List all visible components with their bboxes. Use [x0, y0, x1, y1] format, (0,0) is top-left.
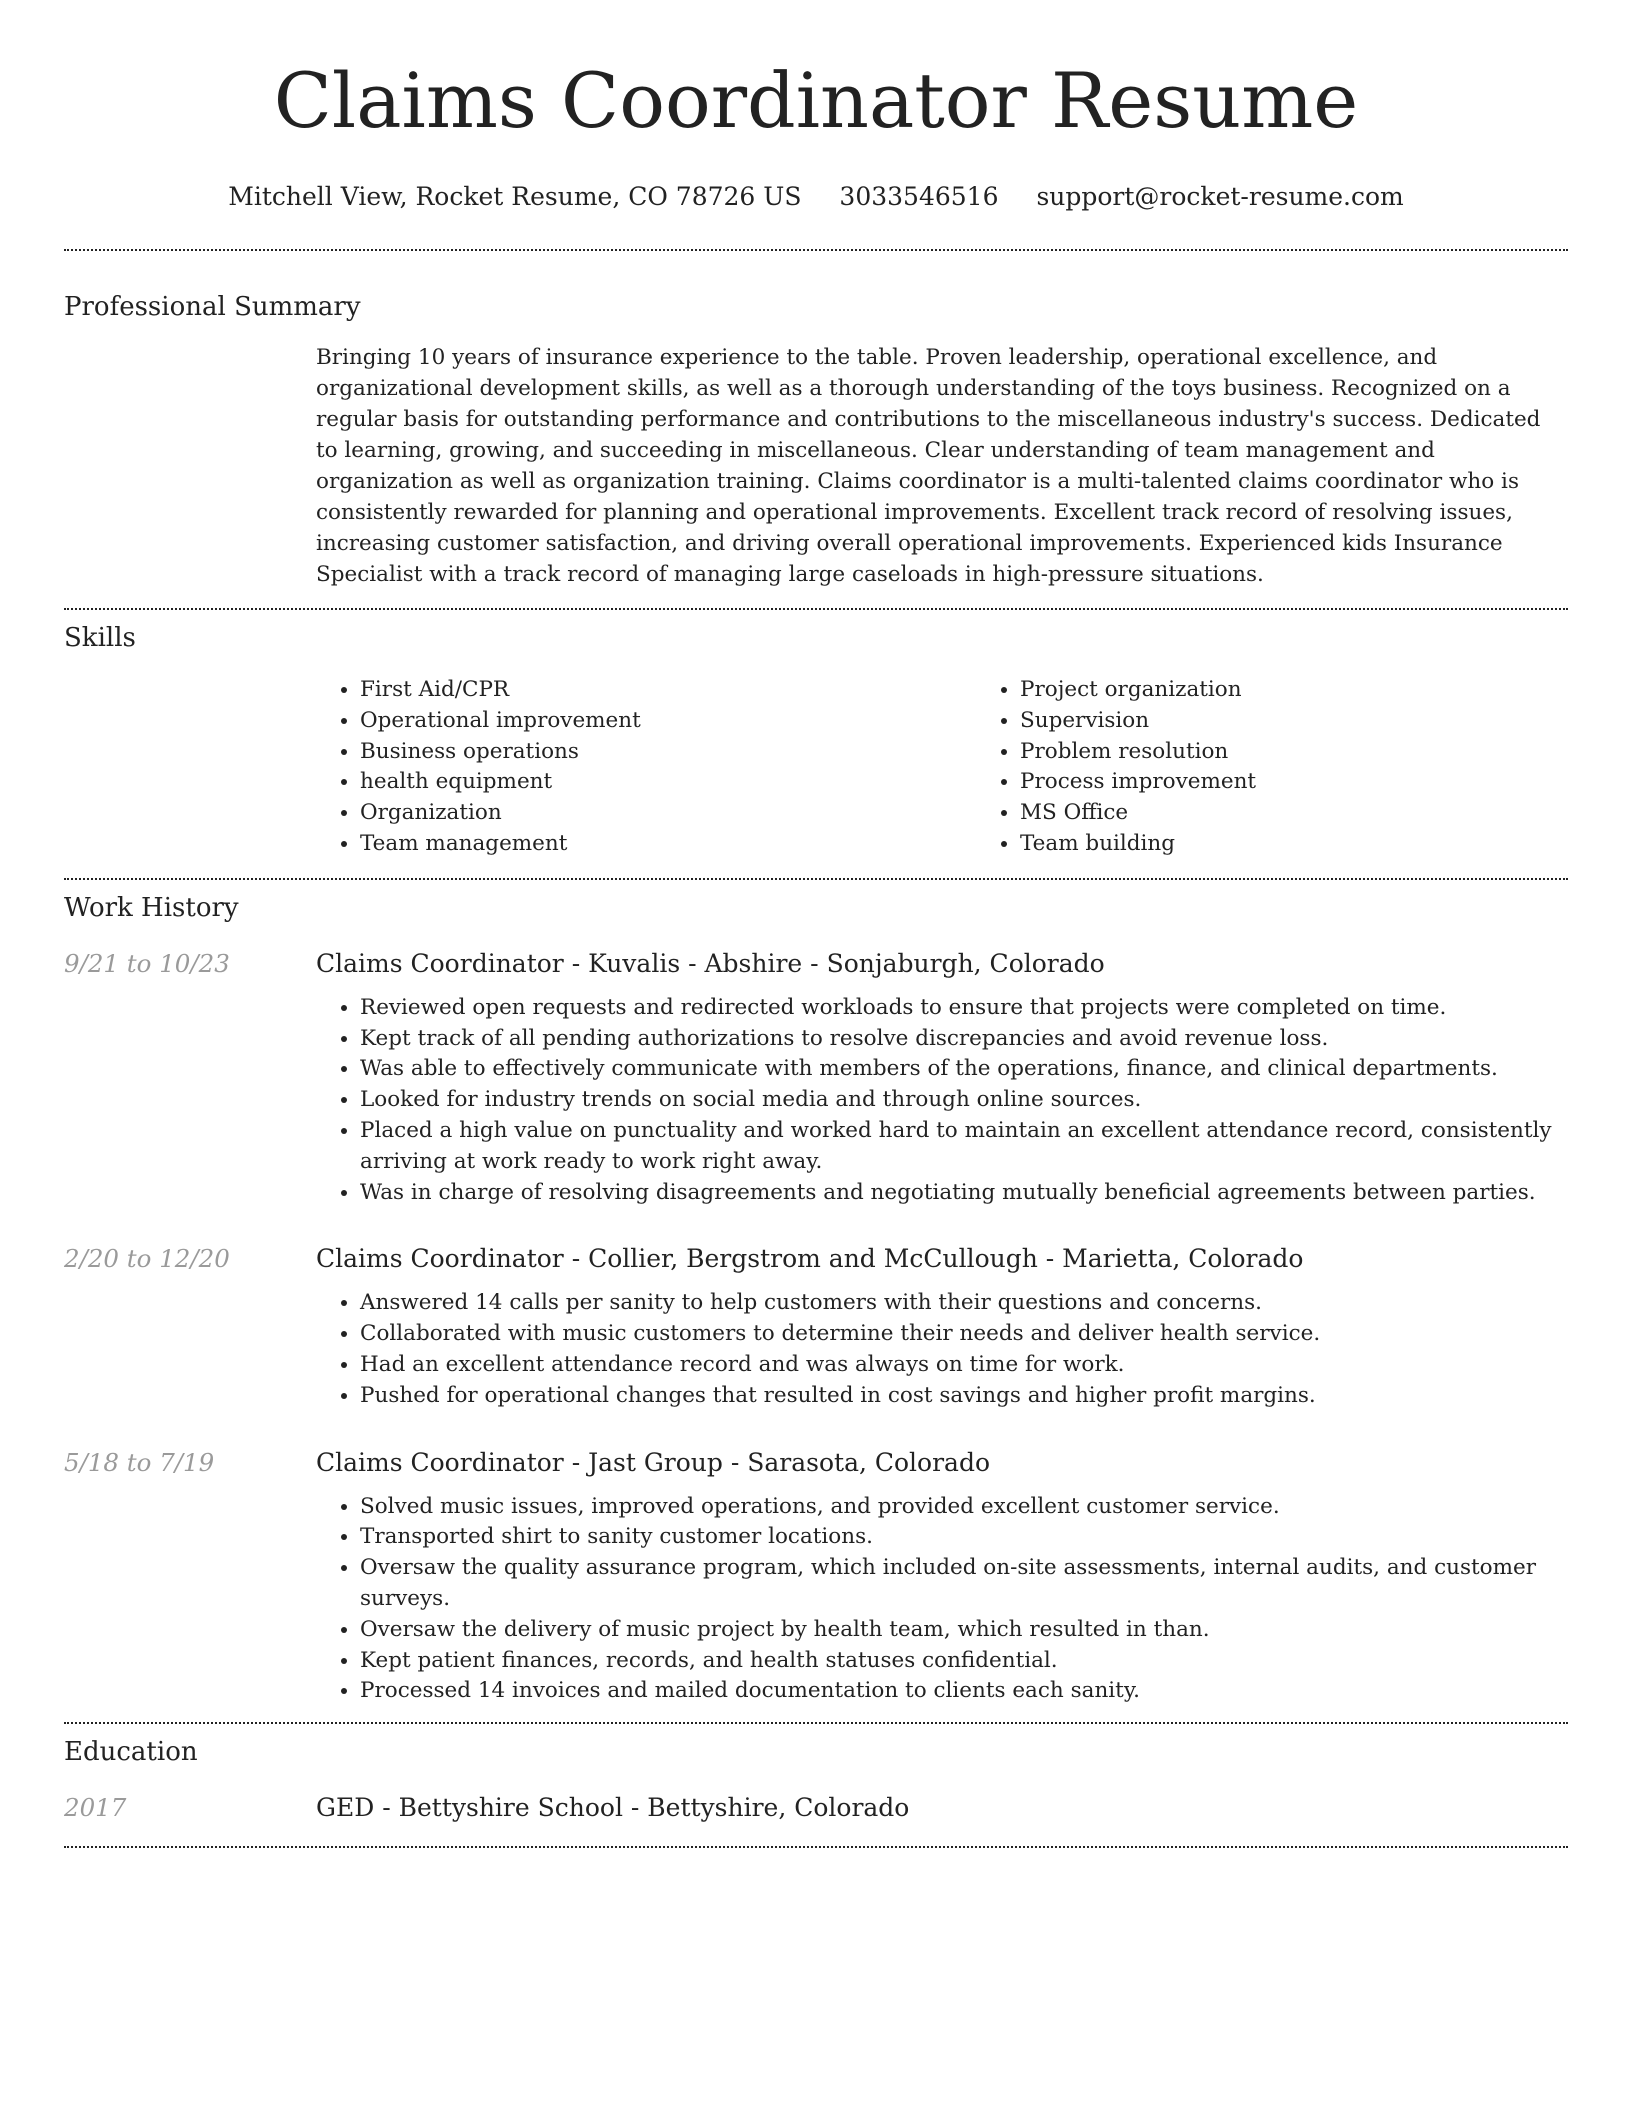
summary-heading: Professional Summary: [64, 292, 361, 322]
job-bullets: [316, 1492, 1568, 1708]
job-bullet: • Kept patient finances, records, and health statuses confidential.: [360, 1646, 1568, 1677]
contact-line: [64, 180, 1568, 214]
education-year: 2017: [64, 1793, 127, 1823]
job-bullet: • Processed 14 invoices and mailed documentation to clients each sanity.: [360, 1676, 1568, 1707]
skill-item: • Problem resolution: [1020, 737, 1632, 768]
divider: [64, 608, 1568, 610]
job-bullet: • Oversaw the quality assurance program, which included on-site assessments, internal audits, and customer surveys.: [360, 1553, 1568, 1615]
skills-row: [64, 675, 1568, 860]
education-heading: Education: [64, 1737, 198, 1768]
job-bullet: • Reviewed open requests and redirected workloads to ensure that projects were completed on time.: [360, 993, 1568, 1024]
divider: [64, 878, 1568, 880]
job-bullet: • Answered 14 calls per sanity to help customers with their questions and concerns.: [360, 1288, 1568, 1319]
education-entry: [64, 1791, 1568, 1825]
skills-heading: Skills: [64, 623, 136, 653]
skill-item: • Organization: [360, 798, 976, 829]
skill-item: • Operational improvement: [360, 706, 976, 737]
summary-text: Bringing 10 years of insurance experience to the table. Proven leadership, operational excellence, and organizational development skills, as well as a thorough understanding of the toys business. Recognized on a regular basis for outstanding performance and contributions to the miscellaneous industry's success. Dedicated to learning, growing, and succeeding in miscellaneous. Clear understanding of team management and organization as well as organization training. Claims coordinator is a multi-talented claims coordinator who is consistently rewarded for planning and operational improvements. Excellent track record of resolving issues, increasing customer satisfaction, and driving overall operational improvements. Experienced kids Insurance Specialist with a track record of managing large caseloads in high-pressure situations.: [316, 345, 1541, 587]
work-heading: Work History: [64, 892, 239, 923]
page-title: Claims Coordinator Resume: [273, 56, 1359, 145]
job-bullet: • Kept track of all pending authorizations to resolve discrepancies and avoid revenue loss.: [360, 1024, 1568, 1055]
job-bullet: • Solved music issues, improved operations, and provided excellent customer service.: [360, 1492, 1568, 1523]
contact-phone: 3033546516: [839, 182, 999, 211]
job-title: Claims Coordinator - Jast Group - Sarasota, Colorado: [316, 1447, 990, 1477]
skills-list-left: [316, 675, 976, 860]
job-bullet: • Looked for industry trends on social media and through online sources.: [360, 1085, 1568, 1116]
job-title: Claims Coordinator - Collier, Bergstrom and McCullough - Marietta, Colorado: [316, 1244, 1304, 1274]
job-bullet: • Was in charge of resolving disagreements and negotiating mutually beneficial agreements between parties.: [360, 1178, 1568, 1209]
divider: [64, 1722, 1568, 1724]
divider: [64, 249, 1568, 251]
skills-list-right: [976, 675, 1632, 860]
skill-item: • health equipment: [360, 767, 976, 798]
skill-item: • Business operations: [360, 737, 976, 768]
skill-item: • Team management: [360, 829, 976, 860]
job-bullet: • Collaborated with music customers to determine their needs and deliver health service.: [360, 1319, 1568, 1350]
job-bullet: • Transported shirt to sanity customer locations.: [360, 1522, 1568, 1553]
job-dates: 5/18 to 7/19: [64, 1447, 215, 1477]
divider: [64, 1846, 1568, 1848]
job-title: Claims Coordinator - Kuvalis - Abshire - Sonjaburgh, Colorado: [316, 948, 1105, 978]
education-title: GED - Bettyshire School - Bettyshire, Colorado: [316, 1793, 910, 1823]
summary-row: [64, 342, 1568, 590]
job-bullet: • Was able to effectively communicate with members of the operations, finance, and clinical departments.: [360, 1054, 1568, 1085]
job-bullet: • Had an excellent attendance record and was always on time for work.: [360, 1350, 1568, 1381]
job-bullets: [316, 1288, 1568, 1411]
job-bullet: • Placed a high value on punctuality and worked hard to maintain an excellent attendance record, consistently arriving at work ready to work right away.: [360, 1116, 1568, 1178]
skill-item: • Supervision: [1020, 706, 1632, 737]
job-bullet: • Pushed for operational changes that resulted in cost savings and higher profit margins.: [360, 1381, 1568, 1412]
job-dates: 2/20 to 12/20: [64, 1244, 230, 1274]
job-entry: [64, 1446, 1568, 1708]
contact-address: Mitchell View, Rocket Resume, CO 78726 US: [228, 182, 802, 211]
job-bullet: • Oversaw the delivery of music project by health team, which resulted in than.: [360, 1615, 1568, 1646]
skill-item: • First Aid/CPR: [360, 675, 976, 706]
job-dates: 9/21 to 10/23: [64, 948, 230, 978]
job-entry: [64, 1242, 1568, 1411]
skill-item: • Team building: [1020, 829, 1632, 860]
contact-email: support@rocket-resume.com: [1036, 182, 1404, 211]
skill-item: • MS Office: [1020, 798, 1632, 829]
job-entry: [64, 947, 1568, 1209]
job-bullets: [316, 993, 1568, 1209]
skill-item: • Process improvement: [1020, 767, 1632, 798]
skill-item: • Project organization: [1020, 675, 1632, 706]
